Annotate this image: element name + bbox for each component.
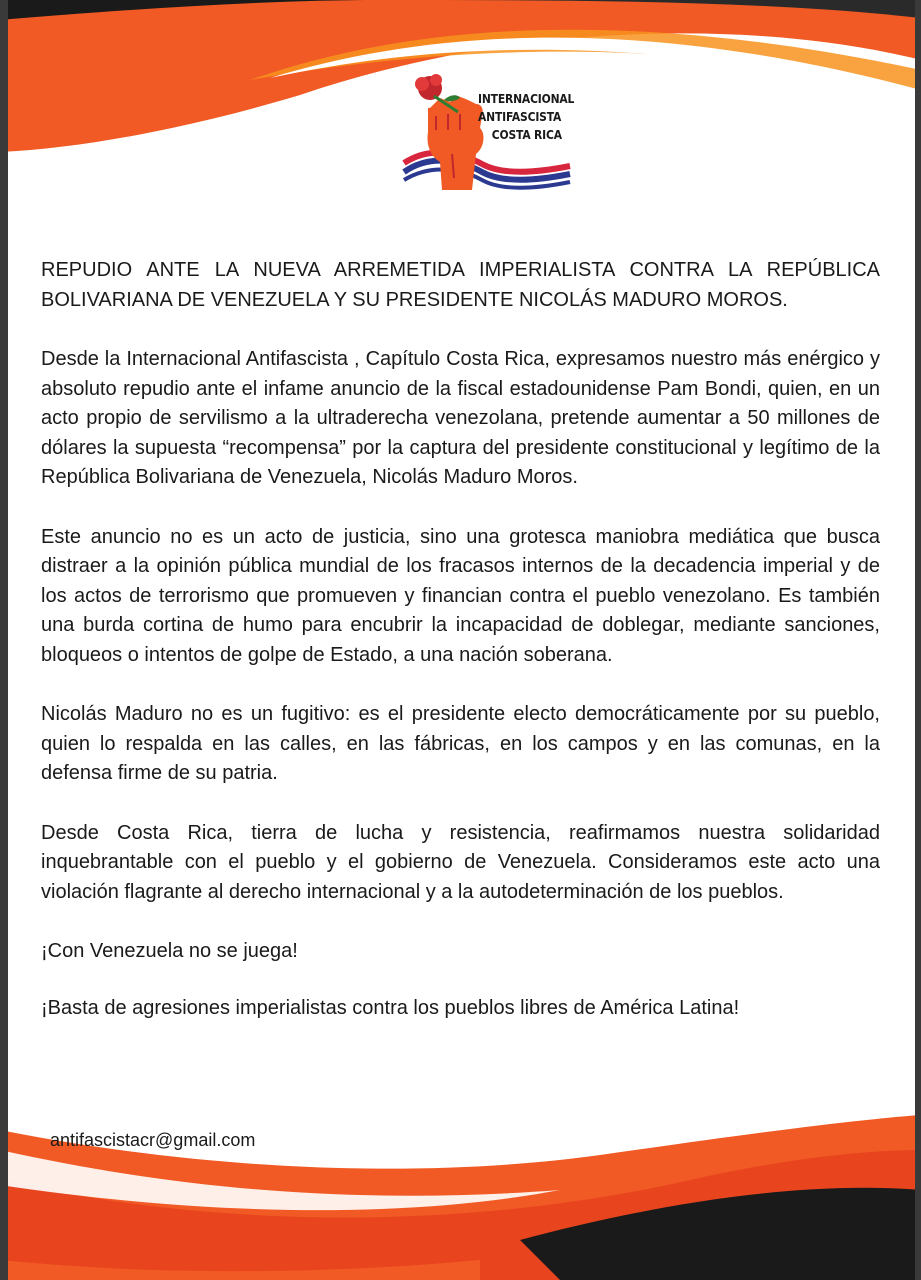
paragraph-4: Desde Costa Rica, tierra de lucha y resistencia, reafirmamos nuestra solidaridad inquebrantable con el pueblo y el gobierno de Venezuela. Consideramos este acto una violación flagrante al derecho internacional y a la autodeterminación de los pueblos. bbox=[41, 821, 880, 903]
slogan-2: ¡Basta de agresiones imperialistas contra los pueblos libres de América Latina! bbox=[41, 996, 740, 1019]
logo-line-3: COSTA RICA bbox=[491, 127, 562, 142]
paragraph-2: Este anuncio no es un acto de justicia, sino una grotesca maniobra mediática que busca distraer a la opinión pública mundial de los fracasos internos de la decadencia imperial y de los actos de terrorismo que promueven y financian contra el pueblo venezolano. Es también una burda cortina de humo para encubrir la incapacidad de doblegar, mediante sanciones, bloqueos o intentos de golpe de Estado, a una nación soberana. bbox=[41, 525, 880, 666]
right-edge-border bbox=[915, 0, 921, 1280]
paragraph-3: Nicolás Maduro no es un fugitivo: es el presidente electo democráticamente por su pueblo, quien lo respalda en las calles, en las fábricas, en los campos y en las comunas, en la defensa firme de su patria. bbox=[41, 703, 880, 784]
letter-title: REPUDIO ANTE LA NUEVA ARREMETIDA IMPERIALISTA CONTRA LA REPÚBLICA BOLIVARIANA DE VENEZUELA Y SU PRESIDENTE NICOLÁS MADURO MOROS. bbox=[41, 259, 880, 311]
slogan-1: ¡Con Venezuela no se juega! bbox=[41, 940, 298, 962]
logo-line-1: INTERNACIONAL bbox=[478, 91, 575, 106]
logo-text bbox=[478, 90, 574, 144]
left-edge-border bbox=[0, 0, 8, 1280]
paragraph-1: Desde la Internacional Antifascista , Capítulo Costa Rica, expresamos nuestro más enérgico y absoluto repudio ante el infame anuncio de la fiscal estadounidense Pam Bondi, quien, en un acto propio de servilismo a la ultraderecha venezolana, pretende aumentar a 50 millones de dólares la supuesta “recompensa” por la captura del presidente constitucional y legítimo de la República Bolivariana de Venezuela, Nicolás Maduro Moros. bbox=[41, 348, 880, 488]
letter-body bbox=[41, 256, 880, 1050]
contact-email: antifascistacr@gmail.com bbox=[50, 1130, 256, 1150]
logo-line-2: ANTIFASCISTA bbox=[478, 109, 562, 124]
